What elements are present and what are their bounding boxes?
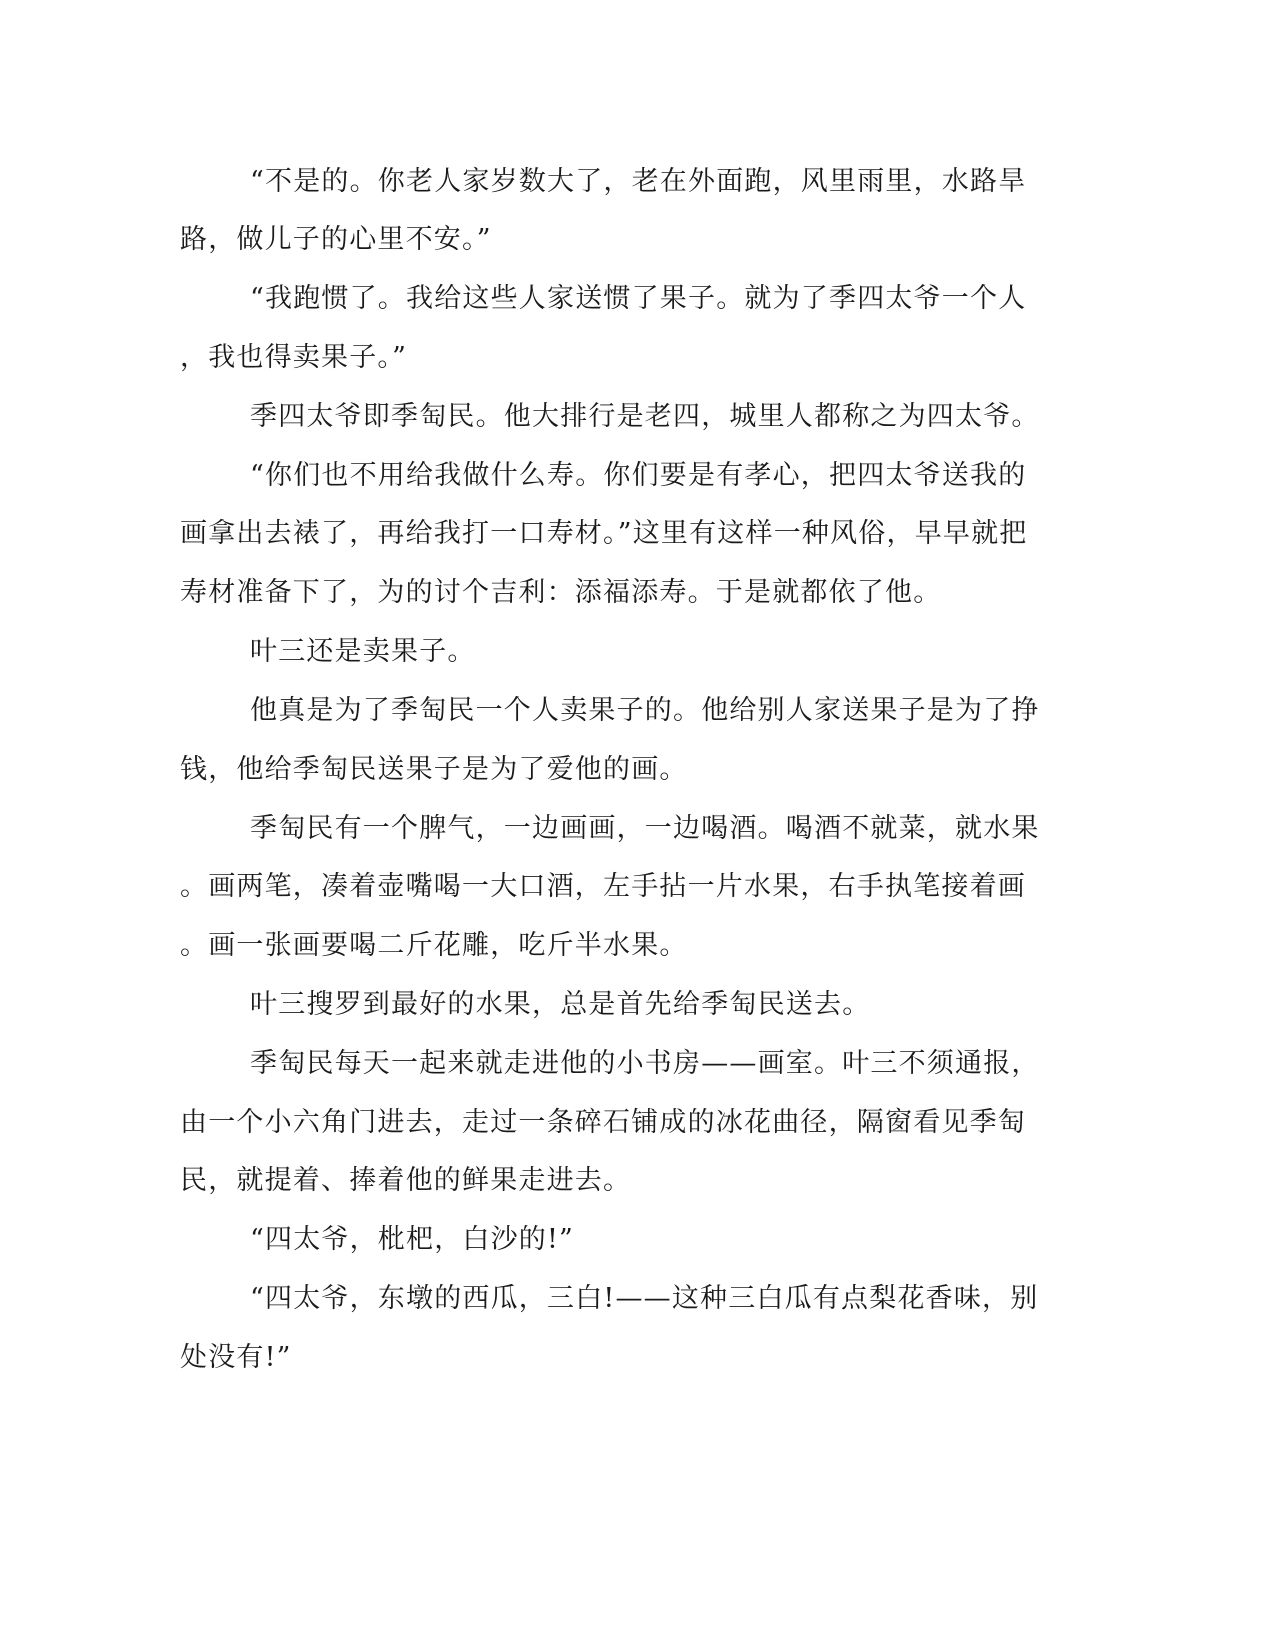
text-line: “你们也不用给我做什么寿。你们要是有孝心，把四太爷送我的 [250,460,1027,491]
text-line: 寿材准备下了，为的讨个吉利：添福添寿。于是就都依了他。 [180,577,942,608]
text-line: 叶三还是卖果子。 [250,636,476,667]
text-line: ，我也得卖果子。” [180,342,408,373]
text-line: 。画两笔，凑着壶嘴喝一大口酒，左手拈一片水果，右手执笔接着画 [180,871,1026,902]
text-line: “我跑惯了。我给这些人家送惯了果子。就为了季四太爷一个人 [250,283,1027,314]
text-line: 季匋民每天一起来就走进他的小书房——画室。叶三不须通报， [250,1048,1040,1079]
text-line: 季匋民有一个脾气，一边画画，一边喝酒。喝酒不就菜，就水果 [250,813,1040,844]
text-line: “四太爷，枇杷，白沙的!” [250,1224,575,1255]
text-line: 。画一张画要喝二斤花雕，吃斤半水果。 [180,930,688,961]
text-line: “不是的。你老人家岁数大了，老在外面跑，风里雨里，水路旱 [250,166,1027,197]
text-line: 叶三搜罗到最好的水果，总是首先给季匋民送去。 [250,989,871,1020]
text-line: 季四太爷即季匋民。他大排行是老四，城里人都称之为四太爷。 [250,401,1040,432]
text-line: 处没有!” [180,1342,292,1373]
text-line: 由一个小六角门进去，走过一条碎石铺成的冰花曲径，隔窗看见季匋 [180,1107,1026,1138]
text-line: 画拿出去裱了，再给我打一口寿材。”这里有这样一种风俗，早早就把 [180,518,1028,549]
text-line: 他真是为了季匋民一个人卖果子的。他给别人家送果子是为了挣 [250,695,1040,726]
text-line: 钱，他给季匋民送果子是为了爱他的画。 [180,754,688,785]
text-line: “四太爷，东墩的西瓜，三白!——这种三白瓜有点梨花香味，别 [250,1283,1039,1314]
text-line: 路，做儿子的心里不安。” [180,224,492,255]
text-line: 民，就提着、捧着他的鲜果走进去。 [180,1165,632,1196]
